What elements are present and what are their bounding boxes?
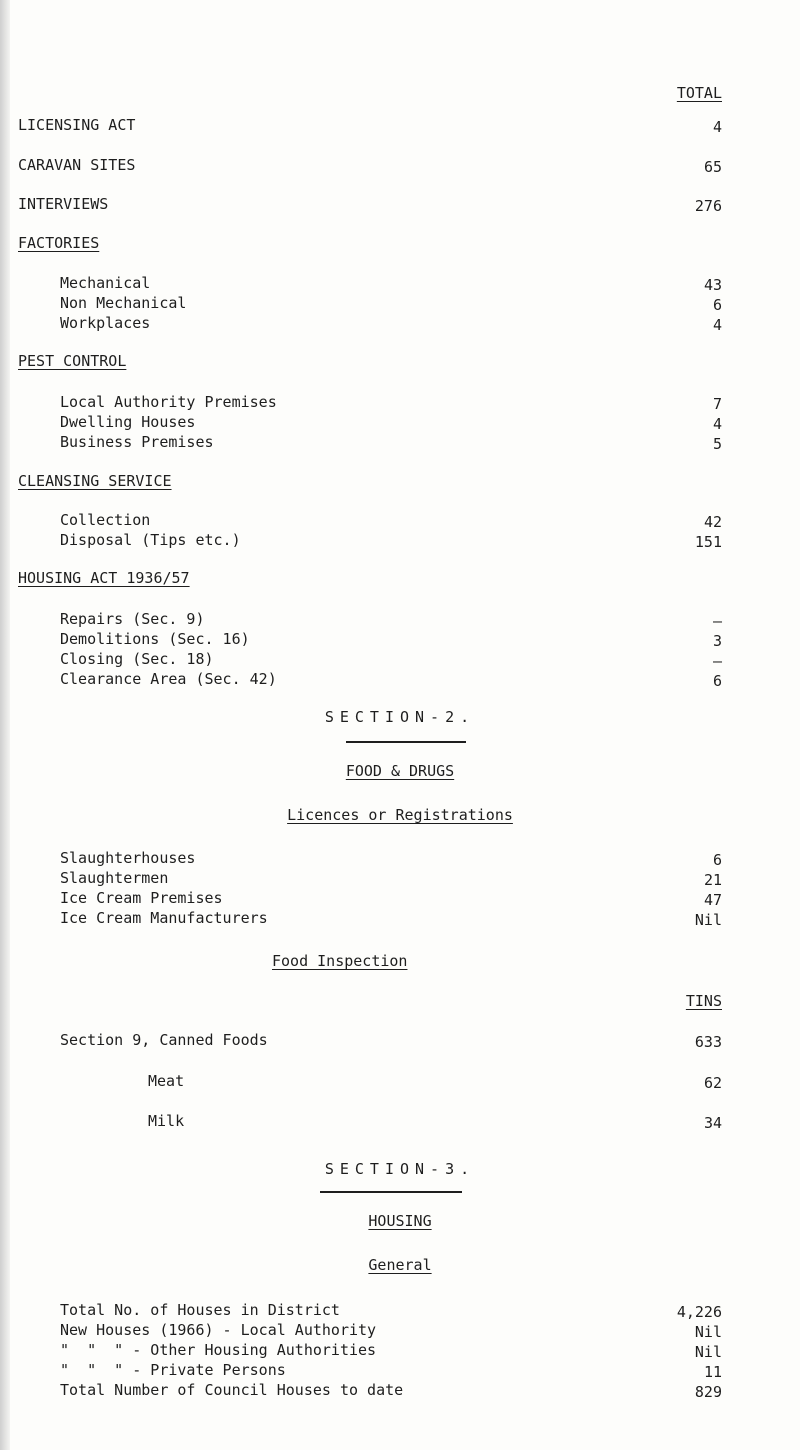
interviews-label: INTERVIEWS — [18, 195, 109, 213]
factories-item-label: Non Mechanical — [60, 294, 187, 312]
pest-control-item-label: Business Premises — [60, 433, 214, 451]
licence-item-label: Slaughterhouses — [60, 849, 196, 867]
inspection-item-value: 62 — [703, 1074, 722, 1092]
licence-item-label: Ice Cream Premises — [60, 889, 223, 907]
food-inspection-heading: Food Inspection — [272, 952, 408, 970]
cleansing-item-value: 42 — [703, 513, 722, 531]
housing-general-label: " " " - Other Housing Authorities — [60, 1341, 377, 1359]
housing-act-item-value: – — [712, 612, 722, 630]
housing-general-label: " " " - Private Persons — [60, 1361, 286, 1379]
pest-control-item-label: Dwelling Houses — [60, 413, 196, 431]
housing-general-label: Total Number of Council Houses to date — [60, 1381, 404, 1399]
factories-heading: FACTORIES — [18, 234, 100, 252]
licensing-act-value: 4 — [712, 118, 722, 136]
housing-act-item-value: 6 — [712, 672, 722, 690]
inspection-item-value: 34 — [703, 1114, 722, 1132]
licence-item-value: Nil — [694, 911, 722, 929]
housing-act-item-label: Repairs (Sec. 9) — [60, 610, 205, 628]
cleansing-item-label: Collection — [60, 511, 151, 529]
inspection-item-label: Section 9, Canned Foods — [60, 1031, 268, 1049]
housing-general-value: 829 — [694, 1383, 722, 1401]
licence-item-label: Ice Cream Manufacturers — [60, 909, 268, 927]
interviews-value: 276 — [694, 197, 722, 215]
licence-item-value: 21 — [703, 871, 722, 889]
housing-act-item-label: Clearance Area (Sec. 42) — [60, 670, 277, 688]
housing-act-item-value: – — [712, 652, 722, 670]
pest-control-item-value: 7 — [712, 395, 722, 413]
licence-item-label: Slaughtermen — [60, 869, 169, 887]
cleansing-item-label: Disposal (Tips etc.) — [60, 531, 241, 549]
factories-item-value: 4 — [712, 316, 722, 334]
general-heading: General — [368, 1256, 432, 1274]
section-2-title-rule — [346, 741, 466, 743]
section-3-title: SECTION-3. — [324, 1160, 476, 1178]
cleansing-service-heading: CLEANSING SERVICE — [18, 472, 172, 490]
housing-general-value: 4,226 — [676, 1303, 722, 1321]
section-3-subtitle: HOUSING — [368, 1212, 432, 1230]
licences-heading: Licences or Registrations — [287, 806, 513, 824]
inspection-item-label: Meat — [148, 1072, 185, 1090]
housing-general-value: Nil — [694, 1323, 722, 1341]
housing-general-value: Nil — [694, 1343, 722, 1361]
caravan-sites-value: 65 — [703, 158, 722, 176]
caravan-sites-label: CARAVAN SITES — [18, 156, 136, 174]
section-2-subtitle: FOOD & DRUGS — [345, 762, 455, 780]
factories-item-label: Workplaces — [60, 314, 151, 332]
pest-control-heading: PEST CONTROL — [18, 352, 127, 370]
section-2-title: SECTION-2. — [324, 708, 476, 726]
section-3-title-rule — [320, 1191, 462, 1193]
housing-act-item-value: 3 — [712, 632, 722, 650]
licensing-act-label: LICENSING ACT — [18, 116, 136, 134]
housing-act-heading: HOUSING ACT 1936/57 — [18, 569, 190, 587]
total-column-header: TOTAL — [676, 84, 722, 102]
factories-item-label: Mechanical — [60, 274, 151, 292]
pest-control-item-value: 5 — [712, 435, 722, 453]
factories-item-value: 43 — [703, 276, 722, 294]
factories-item-value: 6 — [712, 296, 722, 314]
licence-item-value: 47 — [703, 891, 722, 909]
inspection-item-label: Milk — [148, 1112, 185, 1130]
housing-general-label: Total No. of Houses in District — [60, 1301, 340, 1319]
housing-act-item-label: Closing (Sec. 18) — [60, 650, 214, 668]
pest-control-item-value: 4 — [712, 415, 722, 433]
licence-item-value: 6 — [712, 851, 722, 869]
pest-control-item-label: Local Authority Premises — [60, 393, 277, 411]
housing-general-label: New Houses (1966) - Local Authority — [60, 1321, 377, 1339]
inspection-item-value: 633 — [694, 1033, 722, 1051]
tins-column-header: TINS — [685, 992, 722, 1010]
cleansing-item-value: 151 — [694, 533, 722, 551]
housing-general-value: 11 — [703, 1363, 722, 1381]
housing-act-item-label: Demolitions (Sec. 16) — [60, 630, 250, 648]
